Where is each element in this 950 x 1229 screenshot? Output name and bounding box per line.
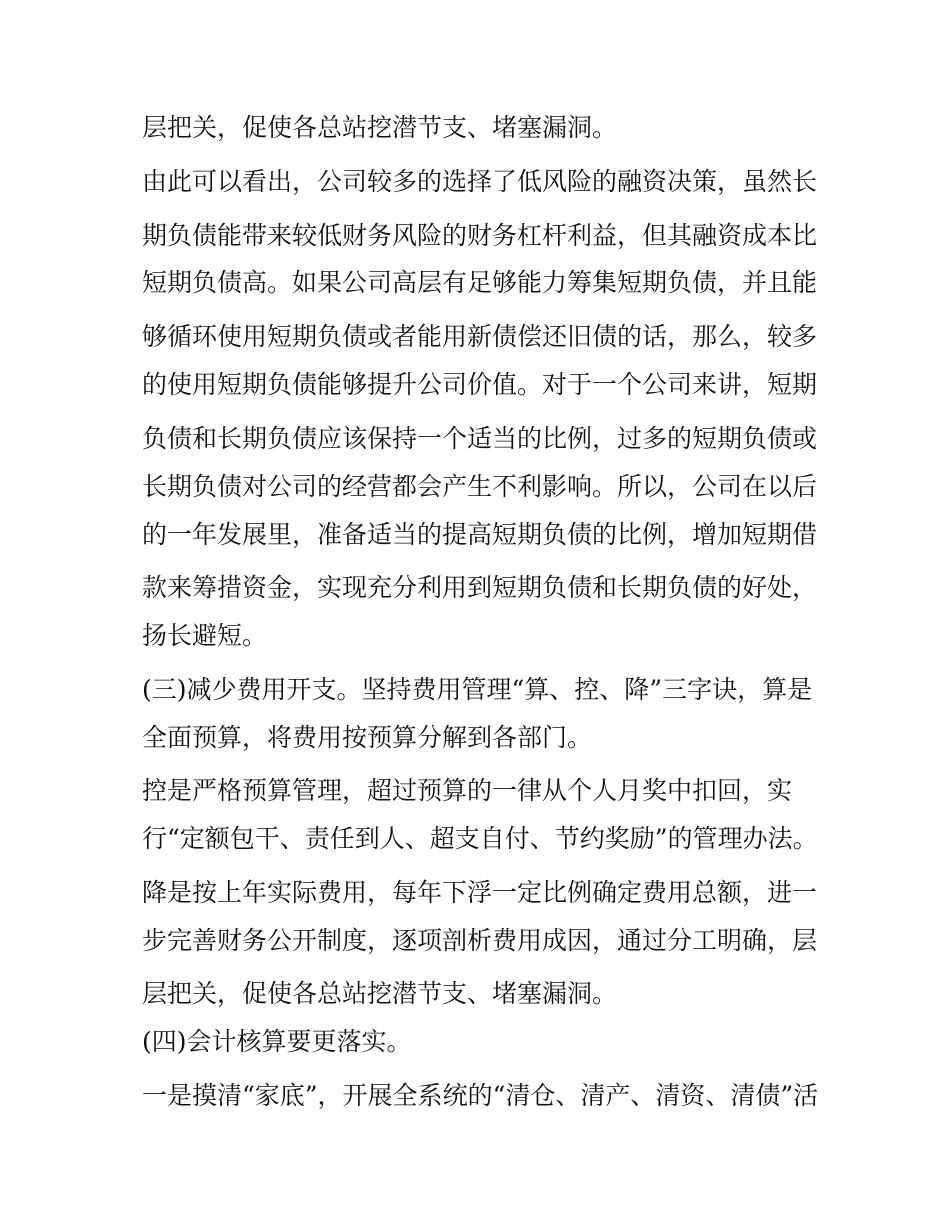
text-line: 款来筹措资金，实现充分利用到短期负债和长期负债的好处， (142, 573, 818, 602)
text-line: 短期负债高。如果公司高层有足够能力筹集短期负债，并且能 (142, 268, 818, 297)
text-line: 长期负债对公司的经营都会产生不利影响。所以，公司在以后 (142, 472, 818, 501)
text-line: 负债和长期负债应该保持一个适当的比例，过多的短期负债或 (142, 424, 818, 453)
text-line: 扬长避短。 (142, 621, 268, 650)
text-line: 够循环使用短期负债或者能用新债偿还旧债的话，那么，较多 (142, 322, 818, 351)
text-line: 层把关，促使各总站挖潜节支、堵塞漏洞。 (142, 113, 618, 142)
text-line: 的一年发展里，准备适当的提高短期负债的比例，增加短期借 (142, 520, 818, 549)
text-line: 期负债能带来较低财务风险的财务杠杆利益，但其融资成本比 (142, 221, 818, 250)
text-line: 全面预算，将费用按预算分解到各部门。 (142, 723, 593, 752)
text-line: 由此可以看出，公司较多的选择了低风险的融资决策，虽然长 (142, 167, 818, 196)
text-line: (四)会计核算要更落实。 (142, 1027, 412, 1056)
text-line: 行“定额包干、责任到人、超支自付、节约奖励”的管理办法。 (142, 824, 818, 853)
text-line: 降是按上年实际费用，每年下浮一定比例确定费用总额，进一 (142, 878, 818, 907)
text-line: 步完善财务公开制度，逐项剖析费用成因，通过分工明确，层 (142, 926, 818, 955)
text-line: 的使用短期负债能够提升公司价值。对于一个公司来讲，短期 (142, 370, 818, 399)
text-line: 控是严格预算管理，超过预算的一律从个人月奖中扣回，实 (142, 776, 793, 805)
text-line: 层把关，促使各总站挖潜节支、堵塞漏洞。 (142, 979, 618, 1008)
text-line: 一是摸清“家底”，开展全系统的“清仓、清产、清资、清债”活 (142, 1081, 819, 1110)
text-line: (三)减少费用开支。坚持费用管理“算、控、降”三字诀，算是 (142, 675, 813, 704)
